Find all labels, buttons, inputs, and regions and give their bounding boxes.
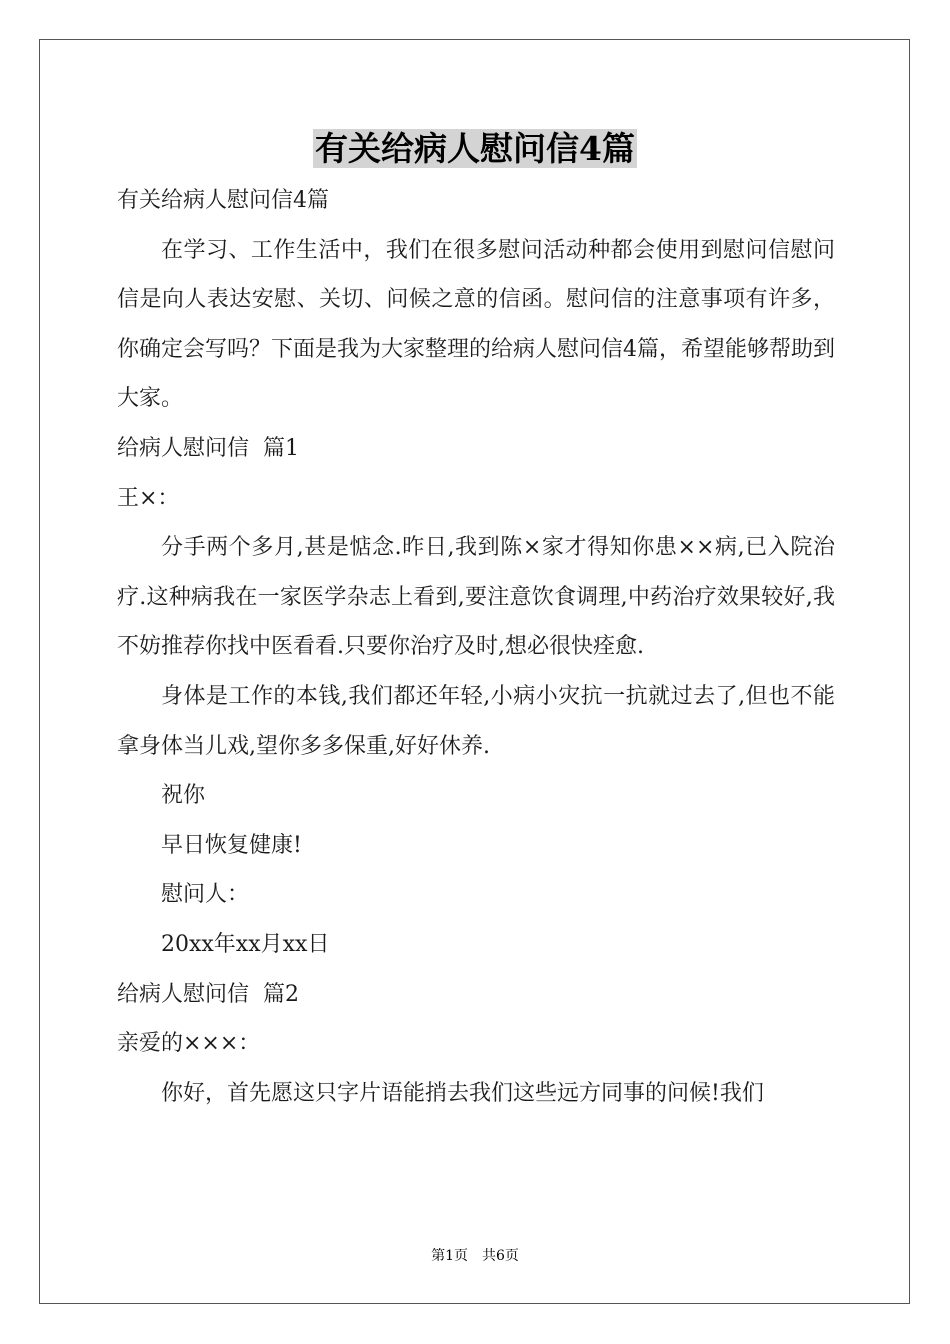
section-2-paragraph-1: 你好，首先愿这只字片语能捎去我们这些远方同事的问候!我们 [161, 1080, 764, 1106]
intro-paragraph: 在学习、工作生活中，我们在很多慰问活动种都会使用到慰问信慰问信是向人表达安慰、关切、问候之意的信函。慰问信的注意事项有许多，你确定会写吗？下面是我为大家整理的给病人慰问信4篇，希望能够帮助到大家。 [117, 237, 835, 412]
document-title [0, 124, 950, 174]
page-number-label: 第1页 共6页 [431, 1248, 519, 1264]
document-body [117, 176, 835, 1118]
section-2-salutation: 亲爱的×××： [117, 1031, 261, 1057]
document-subtitle: 有关给病人慰问信4篇 [117, 188, 329, 213]
section-1-signature: 慰问人： [161, 882, 250, 908]
document-title-text: 有关给病人慰问信4篇 [315, 129, 635, 168]
section-1-heading: 给病人慰问信 篇1 [117, 435, 299, 461]
section-1-closing-2: 早日恢复健康! [161, 832, 302, 858]
section-1-paragraph-2: 身体是工作的本钱,我们都还年轻,小病小灾抗一抗就过去了,但也不能拿身体当儿戏,望你多多保重,好好休养. [117, 683, 835, 759]
page-footer [0, 1246, 950, 1266]
section-2-heading: 给病人慰问信 篇2 [117, 981, 299, 1007]
section-1-date: 20xx年xx月xx日 [161, 931, 330, 957]
section-1-salutation: 王×： [117, 485, 180, 511]
section-1-closing-1: 祝你 [161, 783, 206, 809]
section-1-paragraph-1: 分手两个多月,甚是惦念.昨日,我到陈×家才得知你患××病,已入院治疗.这种病我在一家医学杂志上看到,要注意饮食调理,中药治疗效果较好,我不妨推荐你找中医看看.只要你治疗及时,想必很快痊愈. [117, 535, 835, 660]
